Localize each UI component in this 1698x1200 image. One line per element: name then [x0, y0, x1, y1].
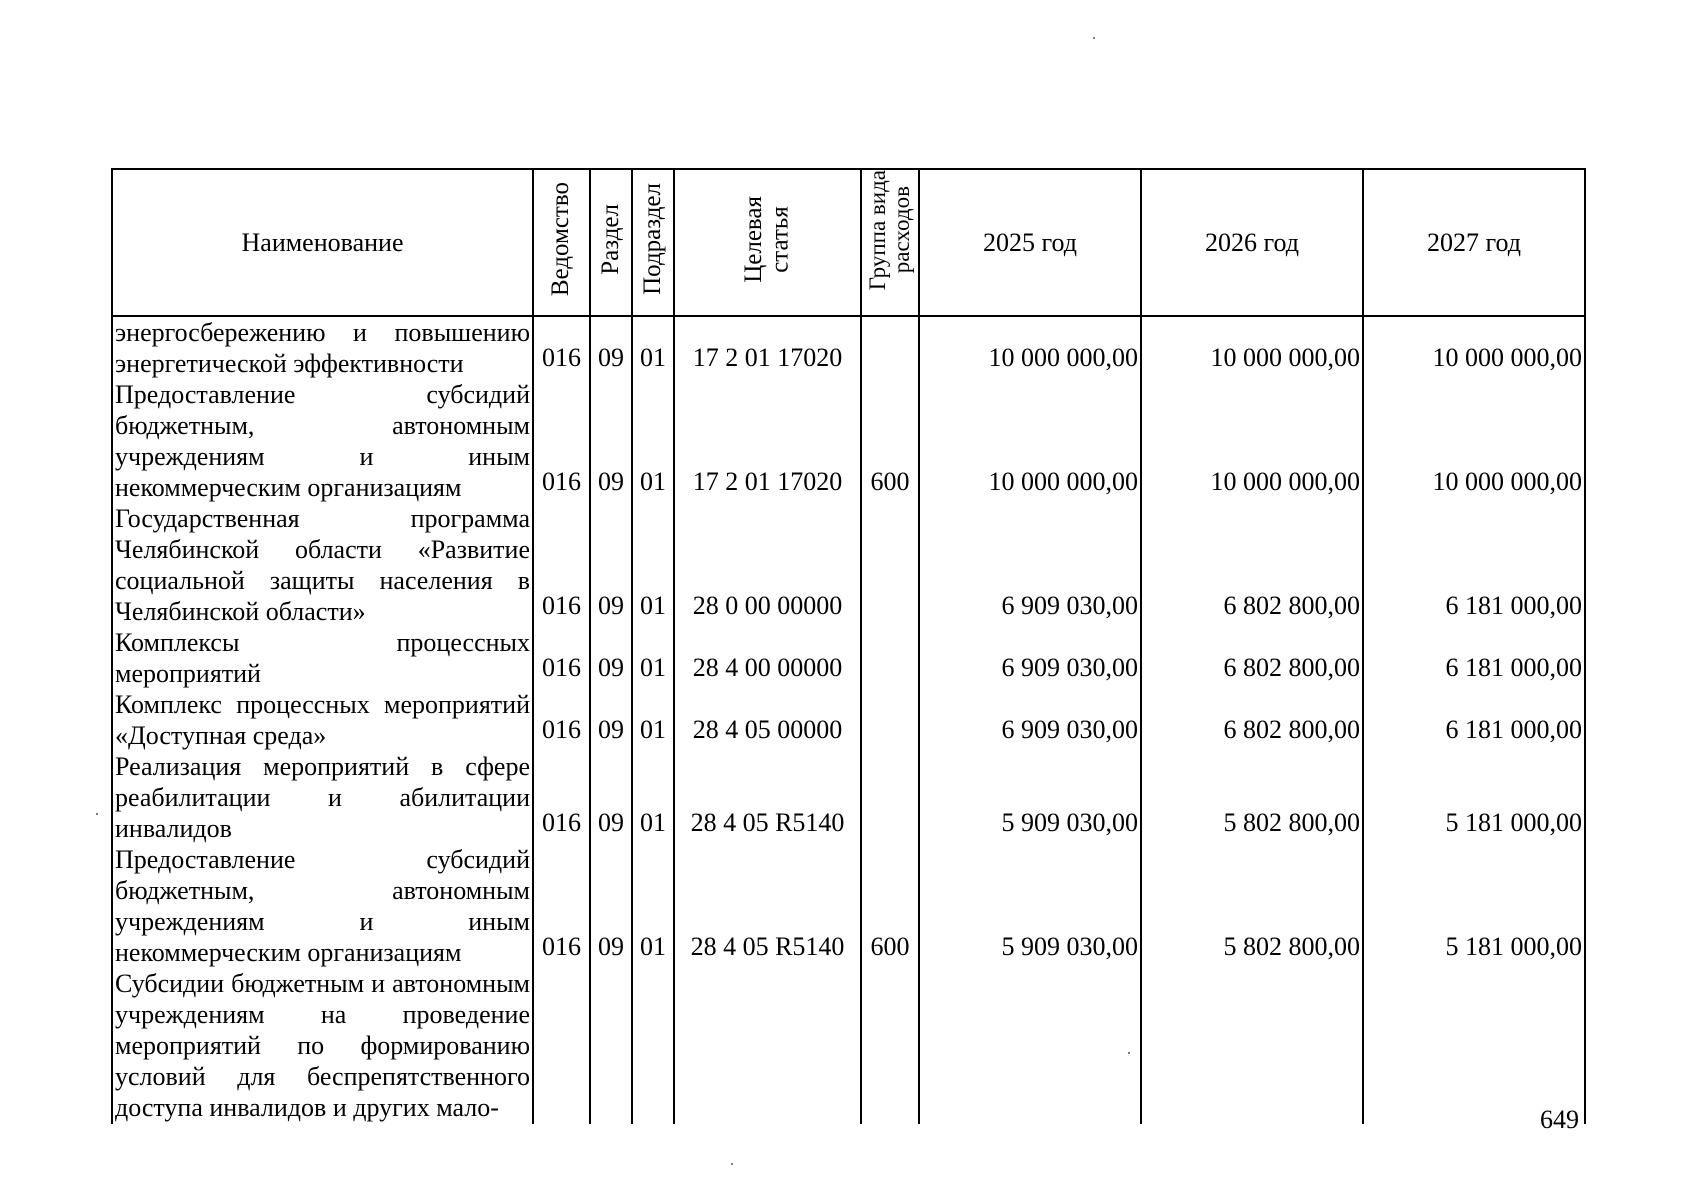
header-expense-group: Группа вида расходов	[861, 169, 919, 316]
cell-2025: 5 909 030,00	[919, 844, 1141, 968]
cell-2026: 10 000 000,00	[1141, 379, 1363, 503]
cell-podrazdel: 01	[632, 751, 674, 844]
cell-2026	[1141, 968, 1363, 1124]
table-row	[112, 316, 1585, 379]
header-vedomstvo: Ведомство	[533, 169, 590, 316]
scan-speck	[731, 1163, 733, 1165]
table-row	[112, 503, 1585, 627]
cell-name: Предоставление субсидий бюджетным, автономным учреждениям и иным некоммерческим организациям	[112, 844, 533, 968]
cell-2026: 5 802 800,00	[1141, 844, 1363, 968]
cell-podrazdel: 01	[632, 503, 674, 627]
table-row	[112, 751, 1585, 844]
cell-2027: 5 181 000,00	[1363, 844, 1585, 968]
cell-razdel: 09	[590, 844, 632, 968]
cell-name: энергосбережению и повышению энергетической эффективности	[112, 316, 533, 379]
scan-speck	[1093, 37, 1095, 39]
cell-vedomstvo	[533, 968, 590, 1124]
header-2027: 2027 год	[1363, 169, 1585, 316]
header-target-article: Целевая статья	[674, 169, 861, 316]
cell-2027	[1363, 968, 1585, 1124]
cell-name: Государственная программа Челябинской области «Развитие социальной защиты населения в Челябинской области»	[112, 503, 533, 627]
cell-2025: 6 909 030,00	[919, 689, 1141, 751]
cell-2027: 10 000 000,00	[1363, 316, 1585, 379]
cell-podrazdel	[632, 968, 674, 1124]
cell-podrazdel: 01	[632, 689, 674, 751]
cell-name: Предоставление субсидий бюджетным, автономным учреждениям и иным некоммерческим организациям	[112, 379, 533, 503]
cell-expense-group	[861, 751, 919, 844]
header-row	[112, 169, 1585, 316]
cell-2025: 10 000 000,00	[919, 379, 1141, 503]
header-2026: 2026 год	[1141, 169, 1363, 316]
cell-expense-group: 600	[861, 379, 919, 503]
cell-vedomstvo: 016	[533, 316, 590, 379]
cell-name: Комплекс процессных мероприятий «Доступная среда»	[112, 689, 533, 751]
cell-razdel: 09	[590, 689, 632, 751]
cell-2025: 10 000 000,00	[919, 316, 1141, 379]
cell-target-article: 28 4 05 R5140	[674, 751, 861, 844]
cell-podrazdel: 01	[632, 844, 674, 968]
scan-speck	[1128, 1052, 1130, 1054]
cell-2027: 6 181 000,00	[1363, 689, 1585, 751]
header-2025: 2025 год	[919, 169, 1141, 316]
table-row	[112, 379, 1585, 503]
cell-vedomstvo: 016	[533, 689, 590, 751]
table-row	[112, 968, 1585, 1124]
cell-2025: 6 909 030,00	[919, 503, 1141, 627]
cell-2027: 6 181 000,00	[1363, 627, 1585, 689]
table-row	[112, 689, 1585, 751]
header-razdel: Раздел	[590, 169, 632, 316]
cell-target-article: 17 2 01 17020	[674, 379, 861, 503]
cell-podrazdel: 01	[632, 379, 674, 503]
table-row	[112, 844, 1585, 968]
cell-target-article: 28 4 00 00000	[674, 627, 861, 689]
cell-razdel: 09	[590, 379, 632, 503]
cell-expense-group	[861, 968, 919, 1124]
cell-2025	[919, 968, 1141, 1124]
cell-target-article: 28 0 00 00000	[674, 503, 861, 627]
header-podrazdel: Подраздел	[632, 169, 674, 316]
cell-expense-group	[861, 316, 919, 379]
cell-razdel: 09	[590, 503, 632, 627]
cell-expense-group	[861, 689, 919, 751]
scan-speck	[96, 813, 98, 815]
cell-vedomstvo: 016	[533, 627, 590, 689]
cell-expense-group	[861, 503, 919, 627]
cell-2025: 6 909 030,00	[919, 627, 1141, 689]
cell-expense-group	[861, 627, 919, 689]
cell-2026: 6 802 800,00	[1141, 503, 1363, 627]
cell-2026: 6 802 800,00	[1141, 627, 1363, 689]
cell-2025: 5 909 030,00	[919, 751, 1141, 844]
cell-2027: 5 181 000,00	[1363, 751, 1585, 844]
cell-2027: 10 000 000,00	[1363, 379, 1585, 503]
cell-name: Субсидии бюджетным и автономным учреждениям на проведение мероприятий по формированию условий для беспрепятственного доступа инвалидов и других мало-	[112, 968, 533, 1124]
cell-target-article	[674, 968, 861, 1124]
cell-razdel: 09	[590, 751, 632, 844]
cell-razdel	[590, 968, 632, 1124]
page-number: 649	[1540, 1105, 1579, 1134]
cell-target-article: 28 4 05 R5140	[674, 844, 861, 968]
cell-razdel: 09	[590, 627, 632, 689]
table-row	[112, 627, 1585, 689]
cell-2026: 5 802 800,00	[1141, 751, 1363, 844]
cell-vedomstvo: 016	[533, 844, 590, 968]
header-name: Наименование	[112, 169, 533, 316]
cell-razdel: 09	[590, 316, 632, 379]
budget-table-container	[111, 168, 1584, 1124]
cell-vedomstvo: 016	[533, 379, 590, 503]
cell-vedomstvo: 016	[533, 751, 590, 844]
cell-podrazdel: 01	[632, 627, 674, 689]
cell-target-article: 17 2 01 17020	[674, 316, 861, 379]
cell-target-article: 28 4 05 00000	[674, 689, 861, 751]
cell-expense-group: 600	[861, 844, 919, 968]
budget-table	[111, 168, 1586, 1124]
cell-vedomstvo: 016	[533, 503, 590, 627]
cell-2027: 6 181 000,00	[1363, 503, 1585, 627]
cell-2026: 10 000 000,00	[1141, 316, 1363, 379]
cell-podrazdel: 01	[632, 316, 674, 379]
cell-2026: 6 802 800,00	[1141, 689, 1363, 751]
cell-name: Реализация мероприятий в сфере реабилитации и абилитации инвалидов	[112, 751, 533, 844]
cell-name: Комплексы процессных мероприятий	[112, 627, 533, 689]
